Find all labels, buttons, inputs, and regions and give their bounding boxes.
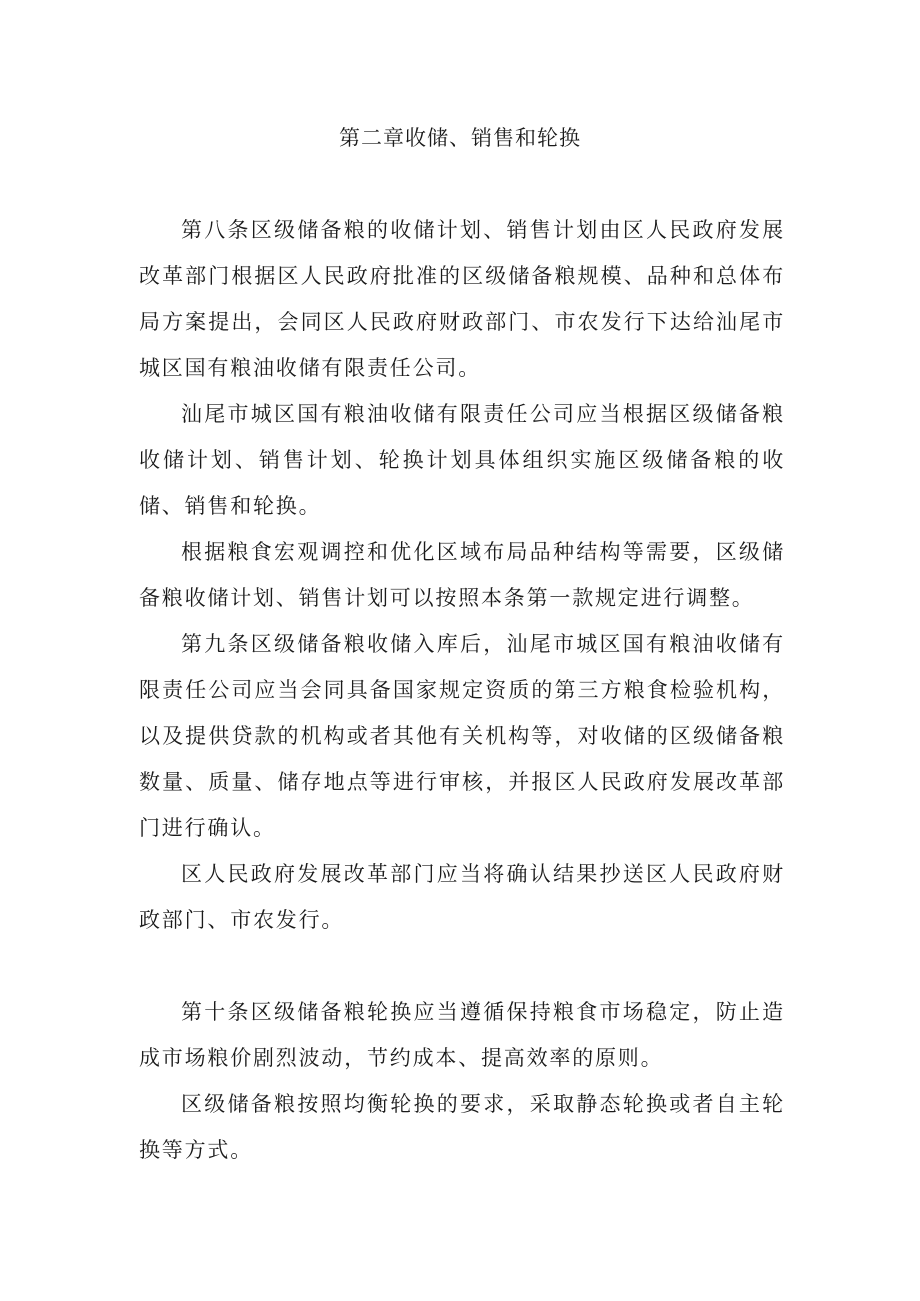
paragraph-article-9-notification: 区人民政府发展改革部门应当将确认结果抄送区人民政府财政部门、市农发行。 xyxy=(139,862,785,932)
paragraph-article-10: 第十条区级储备粮轮换应当遵循保持粮食市场稳定，防止造成市场粮价剧烈波动，节约成本、提高效率的原则。 xyxy=(139,1000,785,1070)
chapter-title: 第二章收储、销售和轮换 xyxy=(339,126,581,150)
paragraph-article-9: 第九条区级储备粮收储入库后，汕尾市城区国有粮油收储有限责任公司应当会同具备国家规定资质的第三方粮食检验机构，以及提供贷款的机构或者其他有关机构等，对收储的区级储备粮数量、质量、储存地点等进行审核，并报区人民政府发展改革部门进行确认。 xyxy=(139,632,785,840)
paragraph-article-8: 第八条区级储备粮的收储计划、销售计划由区人民政府发展改革部门根据区人民政府批准的区级储备粮规模、品种和总体布局方案提出，会同区人民政府财政部门、市农发行下达给汕尾市城区国有粮油收储有限责任公司。 xyxy=(139,218,785,380)
document-body xyxy=(139,207,785,1173)
paragraph-article-10-methods: 区级储备粮按照均衡轮换的要求，采取静态轮换或者自主轮换等方式。 xyxy=(139,1092,785,1162)
paragraph-article-8-adjustment: 根据粮食宏观调控和优化区域布局品种结构等需要，区级储备粮收储计划、销售计划可以按照本条第一款规定进行调整。 xyxy=(139,540,785,610)
paragraph-article-8-implementation: 汕尾市城区国有粮油收储有限责任公司应当根据区级储备粮收储计划、销售计划、轮换计划具体组织实施区级储备粮的收储、销售和轮换。 xyxy=(139,402,785,518)
